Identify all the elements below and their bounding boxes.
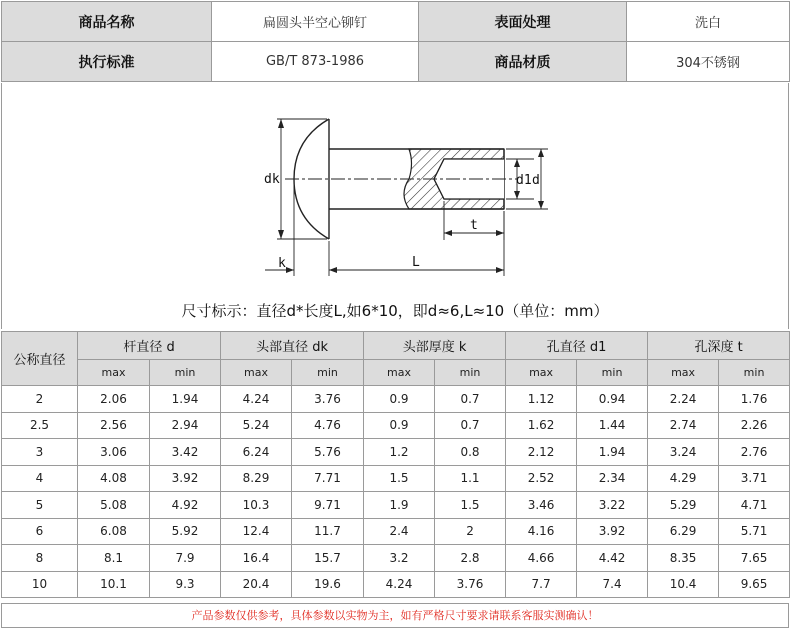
table-header-row: [2, 332, 790, 360]
disclaimer-note: 产品参数仅供参考，具体参数以实物为主，如有严格尺寸要求请联系客服实测确认！: [1, 603, 789, 628]
value-cell: 2.8: [435, 545, 506, 572]
value-cell: 0.7: [435, 386, 506, 413]
table-row: [2, 545, 790, 572]
value-cell: 8.35: [648, 545, 719, 572]
table-subheader-row: [2, 360, 790, 386]
value-cell: 12.4: [221, 518, 292, 545]
value-cell: 4.08: [78, 465, 150, 492]
value-cell: 5.24: [221, 412, 292, 439]
table-row: [2, 465, 790, 492]
value-cell: 3.24: [648, 439, 719, 466]
product-spec-sheet: [1, 1, 789, 629]
value-cell: 5.76: [292, 439, 364, 466]
table-row: [2, 412, 790, 439]
column-header-head-diameter: 头部直径 dk: [221, 332, 364, 360]
value-cell: 3.92: [577, 518, 648, 545]
standard-label: 执行标准: [2, 42, 212, 82]
product-name-value: 扁圆头半空心铆钉: [212, 2, 419, 42]
nominal-diameter-cell: 2.5: [2, 412, 78, 439]
value-cell: 1.1: [435, 465, 506, 492]
value-cell: 5.92: [150, 518, 221, 545]
table-row: [2, 492, 790, 519]
value-cell: 1.94: [577, 439, 648, 466]
dimension-caption: 尺寸标示：直径d*长度L,如6*10，即d≈6,L≈10（单位：mm）: [181, 302, 609, 320]
value-cell: 3.71: [719, 465, 790, 492]
value-cell: 7.9: [150, 545, 221, 572]
value-cell: 1.2: [364, 439, 435, 466]
value-cell: 4.24: [221, 386, 292, 413]
surface-treatment-label: 表面处理: [419, 2, 627, 42]
subheader-max: max: [506, 360, 577, 386]
value-cell: 1.9: [364, 492, 435, 519]
value-cell: 16.4: [221, 545, 292, 572]
dim-label-d1: d1: [516, 173, 532, 188]
material-label: 商品材质: [419, 42, 627, 82]
value-cell: 4.71: [719, 492, 790, 519]
nominal-diameter-cell: 3: [2, 439, 78, 466]
surface-treatment-value: 洗白: [627, 2, 790, 42]
nominal-diameter-cell: 5: [2, 492, 78, 519]
value-cell: 3.76: [435, 571, 506, 598]
value-cell: 20.4: [221, 571, 292, 598]
value-cell: 4.42: [577, 545, 648, 572]
value-cell: 2.4: [364, 518, 435, 545]
dim-label-k: k: [278, 256, 286, 271]
dimension-table: [1, 331, 790, 598]
value-cell: 5.71: [719, 518, 790, 545]
value-cell: 4.24: [364, 571, 435, 598]
dim-label-dk: dk: [264, 172, 280, 187]
column-header-hole-depth: 孔深度 t: [648, 332, 790, 360]
value-cell: 10.4: [648, 571, 719, 598]
value-cell: 2: [435, 518, 506, 545]
value-cell: 6.08: [78, 518, 150, 545]
nominal-diameter-cell: 6: [2, 518, 78, 545]
standard-value: GB/T 873-1986: [212, 42, 419, 82]
value-cell: 7.7: [506, 571, 577, 598]
dim-label-t: t: [470, 218, 478, 233]
subheader-max: max: [78, 360, 150, 386]
value-cell: 0.9: [364, 412, 435, 439]
value-cell: 2.34: [577, 465, 648, 492]
nominal-diameter-cell: 10: [2, 571, 78, 598]
value-cell: 6.24: [221, 439, 292, 466]
value-cell: 1.5: [364, 465, 435, 492]
nominal-diameter-cell: 8: [2, 545, 78, 572]
value-cell: 0.7: [435, 412, 506, 439]
value-cell: 2.94: [150, 412, 221, 439]
value-cell: 7.65: [719, 545, 790, 572]
value-cell: 9.71: [292, 492, 364, 519]
value-cell: 2.06: [78, 386, 150, 413]
subheader-min: min: [292, 360, 364, 386]
product-name-label: 商品名称: [2, 2, 212, 42]
value-cell: 3.2: [364, 545, 435, 572]
table-row: [2, 518, 790, 545]
value-cell: 9.3: [150, 571, 221, 598]
value-cell: 2.26: [719, 412, 790, 439]
info-row: [2, 2, 790, 42]
value-cell: 0.94: [577, 386, 648, 413]
dim-label-d: d: [532, 173, 540, 188]
column-header-nominal-diameter: 公称直径: [2, 332, 78, 386]
value-cell: 4.92: [150, 492, 221, 519]
value-cell: 5.08: [78, 492, 150, 519]
value-cell: 1.5: [435, 492, 506, 519]
value-cell: 7.4: [577, 571, 648, 598]
value-cell: 1.94: [150, 386, 221, 413]
subheader-min: min: [577, 360, 648, 386]
dim-label-L: L: [412, 255, 420, 270]
subheader-max: max: [648, 360, 719, 386]
value-cell: 5.29: [648, 492, 719, 519]
value-cell: 2.56: [78, 412, 150, 439]
value-cell: 15.7: [292, 545, 364, 572]
nominal-diameter-cell: 4: [2, 465, 78, 492]
rivet-diagram-panel: [1, 83, 789, 329]
value-cell: 10.3: [221, 492, 292, 519]
subheader-min: min: [719, 360, 790, 386]
value-cell: 19.6: [292, 571, 364, 598]
value-cell: 7.71: [292, 465, 364, 492]
value-cell: 1.44: [577, 412, 648, 439]
table-row: [2, 386, 790, 413]
table-row: [2, 439, 790, 466]
value-cell: 8.29: [221, 465, 292, 492]
table-body: [2, 386, 790, 598]
value-cell: 4.29: [648, 465, 719, 492]
subheader-max: max: [221, 360, 292, 386]
value-cell: 2.74: [648, 412, 719, 439]
info-row: [2, 42, 790, 82]
value-cell: 2.52: [506, 465, 577, 492]
value-cell: 4.16: [506, 518, 577, 545]
value-cell: 9.65: [719, 571, 790, 598]
subheader-min: min: [435, 360, 506, 386]
value-cell: 2.76: [719, 439, 790, 466]
product-info-table: [1, 1, 790, 82]
value-cell: 11.7: [292, 518, 364, 545]
value-cell: 0.9: [364, 386, 435, 413]
subheader-max: max: [364, 360, 435, 386]
value-cell: 3.76: [292, 386, 364, 413]
value-cell: 3.22: [577, 492, 648, 519]
material-value: 304不锈钢: [627, 42, 790, 82]
value-cell: 1.76: [719, 386, 790, 413]
column-header-hole-diameter: 孔直径 d1: [506, 332, 648, 360]
value-cell: 2.12: [506, 439, 577, 466]
value-cell: 3.92: [150, 465, 221, 492]
value-cell: 3.06: [78, 439, 150, 466]
value-cell: 1.62: [506, 412, 577, 439]
value-cell: 0.8: [435, 439, 506, 466]
column-header-shank-diameter: 杆直径 d: [78, 332, 221, 360]
rivet-technical-drawing: [2, 83, 788, 298]
value-cell: 6.29: [648, 518, 719, 545]
column-header-head-thickness: 头部厚度 k: [364, 332, 506, 360]
value-cell: 3.42: [150, 439, 221, 466]
value-cell: 8.1: [78, 545, 150, 572]
value-cell: 1.12: [506, 386, 577, 413]
table-row: [2, 571, 790, 598]
value-cell: 3.46: [506, 492, 577, 519]
value-cell: 4.76: [292, 412, 364, 439]
subheader-min: min: [150, 360, 221, 386]
value-cell: 4.66: [506, 545, 577, 572]
value-cell: 2.24: [648, 386, 719, 413]
value-cell: 10.1: [78, 571, 150, 598]
nominal-diameter-cell: 2: [2, 386, 78, 413]
